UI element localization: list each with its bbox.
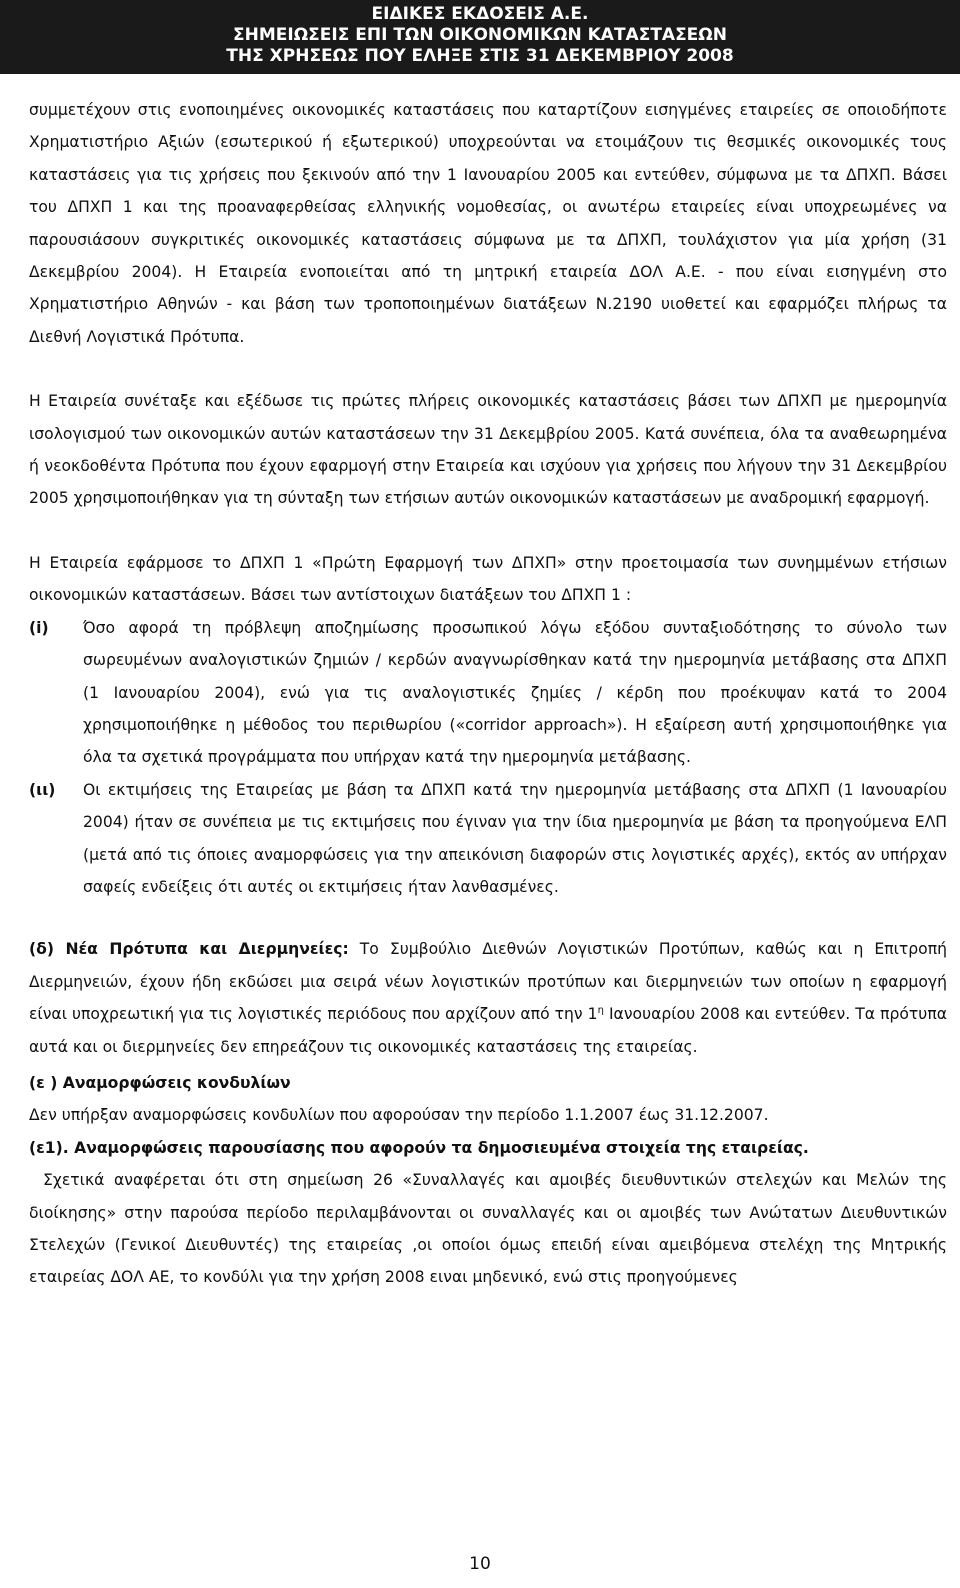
section-new-standards-text-b: Ιανουαρίου 2008 και εντεύθεν. Τα πρότυπα αυτά και οι διερμηνείες δεν επηρεάζουν τις οικονομικές καταστάσεις της εταιρείας.	[29, 1005, 947, 1056]
ordinal-superscript: η	[597, 1004, 604, 1016]
document-header	[0, 0, 960, 74]
section-reclassifications-heading: (ε ) Αναμορφώσεις κονδυλίων	[29, 1073, 291, 1092]
page-number: 10	[469, 1554, 491, 1574]
list-item	[29, 774, 947, 904]
header-fiscal-year: ΤΗΣ ΧΡΗΣΕΩΣ ΠΟΥ ΕΛΗΞΕ ΣΤΙΣ 31 ΔΕΚΕΜΒΡΙΟΥ 2008	[226, 46, 734, 66]
document-body	[29, 94, 947, 1294]
section-presentation-reclassifications-text: Σχετικά αναφέρεται ότι στη σημείωση 26 «Συναλλαγές και αμοιβές διευθυντικών στελεχών και Μελών της διοίκησης» στην παρούσα περίοδο περιλαμβάνονται οι συναλλαγές και οι αμοιβές των Ανώτατων Διευθυντικών Στελεχών (Γενικοί Διευθυντές) της εταιρείας ,οι οποίοι όμως επειδή είναι αμειβόμενα στελέχη της Μητρικής εταιρείας ΔΟΛ ΑΕ, το κονδύλι για την χρήση 2008 ειναι μηδενικό, ενώ στις προηγούμενες	[29, 1171, 947, 1287]
header-notes-title: ΣΗΜΕΙΩΣΕΙΣ ΕΠΙ ΤΩΝ ΟΙΚΟΝΟΜΙΚΩΝ ΚΑΤΑΣΤΑΣΕΩΝ	[233, 25, 727, 45]
section-reclassifications-text: Δεν υπήρξαν αναμορφώσεις κονδυλίων που αφορούσαν την περίοδο 1.1.2007 έως 31.12.2007.	[29, 1106, 769, 1125]
list-item-label: (i)	[29, 618, 49, 637]
list-item	[29, 612, 947, 774]
section-new-standards	[29, 933, 947, 1063]
paragraph-first-statements: Η Εταιρεία συνέταξε και εξέδωσε τις πρώτες πλήρεις οικονομικές καταστάσεις βάσει των ΔΠΧΠ με ημερομηνία ισολογισμού των οικονομικών αυτών καταστάσεων την 31 Δεκεμβρίου 2005. Κατά συνέπεια, όλα τα αναθεωρημένα ή νεοκδοθέντα Πρότυπα που έχουν εφαρμογή στην Εταιρεία και ισχύουν για χρήσεις που λήγουν την 31 Δεκεμβρίου 2005 χρησιμοποιήθηκαν για τη σύνταξη των ετήσιων αυτών οικονομικών καταστάσεων με αναδρομική εφαρμογή.	[29, 392, 947, 508]
list-item-text: Οι εκτιμήσεις της Εταιρείας με βάση τα ΔΠΧΠ κατά την ημερομηνία μετάβασης στα ΔΠΧΠ (1 Ιανουαρίου 2004) ήταν σε συνέπεια με τις εκτιμήσεις που έγιναν για την ίδια ημερομηνία με βάση τα προηγούμενα ΕΛΠ (μετά από τις όποιες αναμορφώσεις για την απεικόνιση διαφορών στις λογιστικές αρχές), εκτός αν υπήρχαν σαφείς ενδείξεις ότι αυτές οι εκτιμήσεις ήταν λανθασμένες.	[83, 780, 947, 896]
list-item-text: Όσο αφορά τη πρόβλεψη αποζημίωσης προσωπικού λόγω εξόδου συνταξιοδότησης το σύνολο των σωρευμένων αναλογιστικών ζημιών / κερδών αναγνωρίσθηκαν κατά την ημερομηνία μετάβασης στα ΔΠΧΠ (1 Ιανουαρίου 2004), ενώ για τις αναλογιστικές ζημίες / κέρδη που προέκυψαν κατά το 2004 χρησιμοποιήθηκε η μέθοδος του περιθωρίου («corridor approach»). Η εξαίρεση αυτή χρησιμοποιήθηκε για όλα τα σχετικά προγράμματα που υπήρχαν κατά την ημερομηνία μετάβασης.	[83, 618, 947, 767]
section-new-standards-text-a: Το Συμβούλιο Διεθνών Λογιστικών Προτύπων, καθώς και η Επιτροπή Διερμηνειών, έχουν ήδη εκδώσει μια σειρά νέων λογιστικών προτύπων και διερμηνειών των οποίων η εφαρμογή είναι υποχρεωτική για τις λογιστικές περιόδους που αρχίζουν από την 1	[29, 940, 947, 1024]
section-presentation-reclassifications-heading: (ε1). Αναμορφώσεις παρουσίασης που αφορούν τα δημοσιευμένα στοιχεία της εταιρείας.	[29, 1138, 809, 1157]
header-company-name: ΕΙΔΙΚΕΣ ΕΚΔΟΣΕΙΣ Α.Ε.	[371, 4, 589, 24]
list-item-label: (ιι)	[29, 780, 56, 799]
paragraph-ifrs-adoption: συμμετέχουν στις ενοποιημένες οικονομικές καταστάσεις που καταρτίζουν εισηγμένες εταιρείες σε οποιοδήποτε Χρηματιστήριο Αξιών (εσωτερικού ή εξωτερικού) υποχρεούνται να ετοιμάζουν τις θεσμικές οικονομικές τους καταστάσεις για τις χρήσεις που ξεκινούν από την 1 Ιανουαρίου 2005 και εντεύθεν, σύμφωνα με τα ΔΠΧΠ. Βάσει του ΔΠΧΠ 1 και της προαναφερθείσας ελληνικής νομοθεσίας, οι ανωτέρω εταιρείες είναι υποχρεωμένες να παρουσιάσουν συγκριτικές οικονομικές καταστάσεις σύμφωνα με τα ΔΠΧΠ, τουλάχιστον για μία χρήση (31 Δεκεμβρίου 2004). Η Εταιρεία ενοποιείται από τη μητρική εταιρεία ΔΟΛ Α.Ε. - που είναι εισηγμένη στο Χρηματιστήριο Αθηνών - και βάση των τροποποιημένων διατάξεων Ν.2190 υιοθετεί και εφαρμόζει πλήρως τα Διεθνή Λογιστικά Πρότυπα.	[29, 101, 947, 346]
section-new-standards-heading: (δ) Νέα Πρότυπα και Διερμηνείες:	[29, 940, 349, 959]
paragraph-ifrs1-application: Η Εταιρεία εφάρμοσε το ΔΠΧΠ 1 «Πρώτη Εφαρμογή των ΔΠΧΠ» στην προετοιμασία των συνημμένων ετήσιων οικονομικών καταστάσεων. Βάσει των αντίστοιχων διατάξεων του ΔΠΧΠ 1 :	[29, 553, 947, 605]
